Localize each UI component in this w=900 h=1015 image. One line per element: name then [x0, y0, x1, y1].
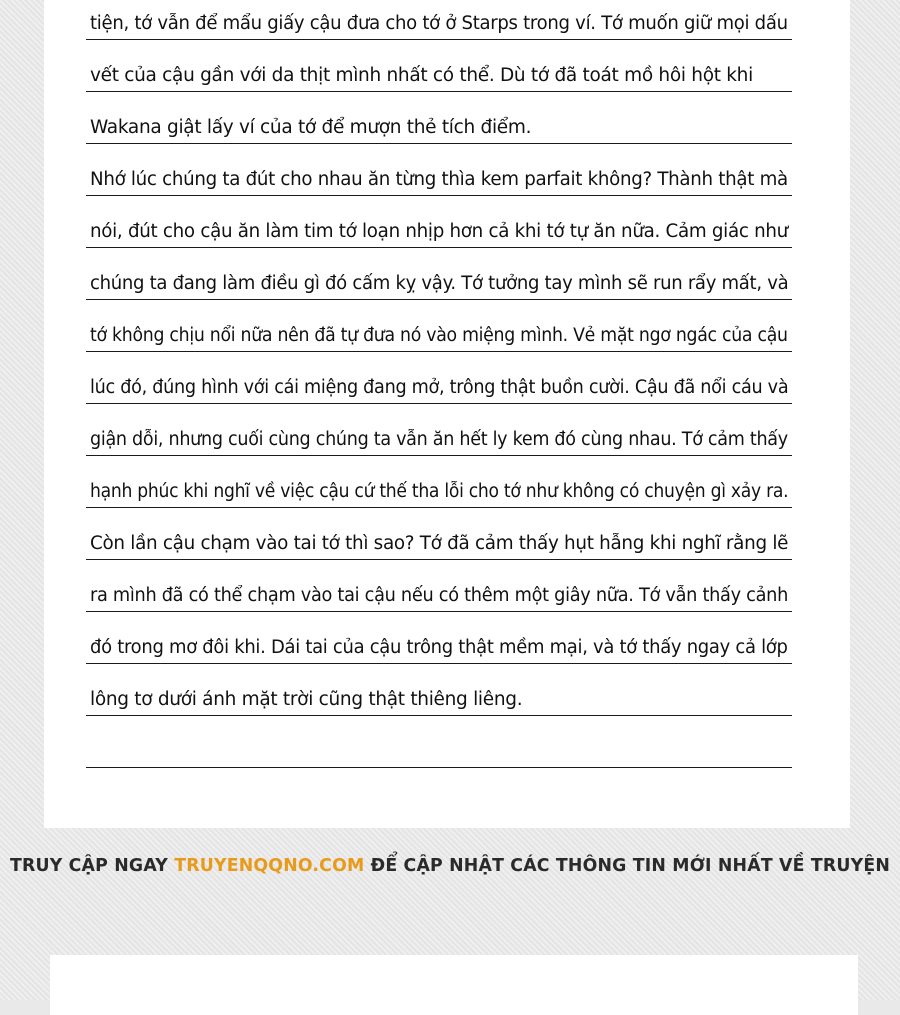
- letter-line: vết của cậu gần với da thịt mình nhất có thể. Dù tớ đã toát mồ hôi hột khi: [90, 65, 753, 86]
- letter-line: nói, đút cho cậu ăn làm tim tớ loạn nhịp hơn cả khi tớ tự ăn nữa. Cảm giác như: [90, 221, 788, 242]
- next-page-panel: [50, 955, 858, 1015]
- banner-prefix: TRUY CẬP NGAY: [9, 856, 168, 876]
- ruled-line: [86, 144, 792, 196]
- ruled-line: [86, 664, 792, 716]
- ruled-line: [86, 508, 792, 560]
- letter-line: Còn lần cậu chạm vào tai tớ thì sao? Tớ đã cảm thấy hụt hẫng khi nghĩ rằng lẽ: [90, 533, 789, 554]
- ruled-line: [86, 92, 792, 144]
- ruled-line: [86, 300, 792, 352]
- ruled-line: [86, 0, 792, 40]
- banner-suffix: ĐỂ CẬP NHẬT CÁC THÔNG TIN MỚI NHẤT VỀ TRUYỆN: [370, 856, 891, 876]
- letter-line: chúng ta đang làm điều gì đó cấm kỵ vậy. Tớ tưởng tay mình sẽ run rẩy mất, và: [90, 273, 789, 294]
- lined-paper: [44, 0, 850, 828]
- ruled-line: [86, 404, 792, 456]
- ruled-line: [86, 456, 792, 508]
- letter-line: lúc đó, đúng hình với cái miệng đang mở, trông thật buồn cười. Cậu đã nổi cáu và: [90, 377, 789, 398]
- letter-line: tớ không chịu nổi nữa nên đã tự đưa nó vào miệng mình. Vẻ mặt ngơ ngác của cậu: [90, 325, 788, 346]
- letter-line: lông tơ dưới ánh mặt trời cũng thật thiêng liêng.: [90, 689, 523, 710]
- ruled-line: [86, 40, 792, 92]
- letter-line: giận dỗi, nhưng cuối cùng chúng ta vẫn ăn hết ly kem đó cùng nhau. Tớ cảm thấy: [90, 429, 788, 450]
- letter-line: Nhớ lúc chúng ta đút cho nhau ăn từng thìa kem parfait không? Thành thật mà: [90, 169, 788, 190]
- letter-line: đó trong mơ đôi khi. Dái tai của cậu trông thật mềm mại, và tớ thấy ngay cả lớp: [90, 637, 788, 658]
- letter-line: ra mình đã có thể chạm vào tai cậu nếu có thêm một giây nữa. Tớ vẫn thấy cảnh: [90, 585, 789, 606]
- ruled-line: [86, 196, 792, 248]
- site-promo-banner: [0, 846, 900, 886]
- site-link[interactable]: TRUYENQQNO.COM: [174, 856, 365, 876]
- letter-line: tiện, tớ vẫn để mẩu giấy cậu đưa cho tớ ở Starps trong ví. Tớ muốn giữ mọi dấu: [90, 13, 788, 34]
- ruled-line: [86, 612, 792, 664]
- letter-line: Wakana giật lấy ví của tớ để mượn thẻ tích điểm.: [90, 117, 532, 138]
- letter-line: hạnh phúc khi nghĩ về việc cậu cứ thế tha lỗi cho tớ như không có chuyện gì xảy ra.: [90, 481, 789, 502]
- ruled-line: [86, 716, 792, 768]
- ruled-line: [86, 248, 792, 300]
- ruled-line: [86, 352, 792, 404]
- ruled-line: [86, 560, 792, 612]
